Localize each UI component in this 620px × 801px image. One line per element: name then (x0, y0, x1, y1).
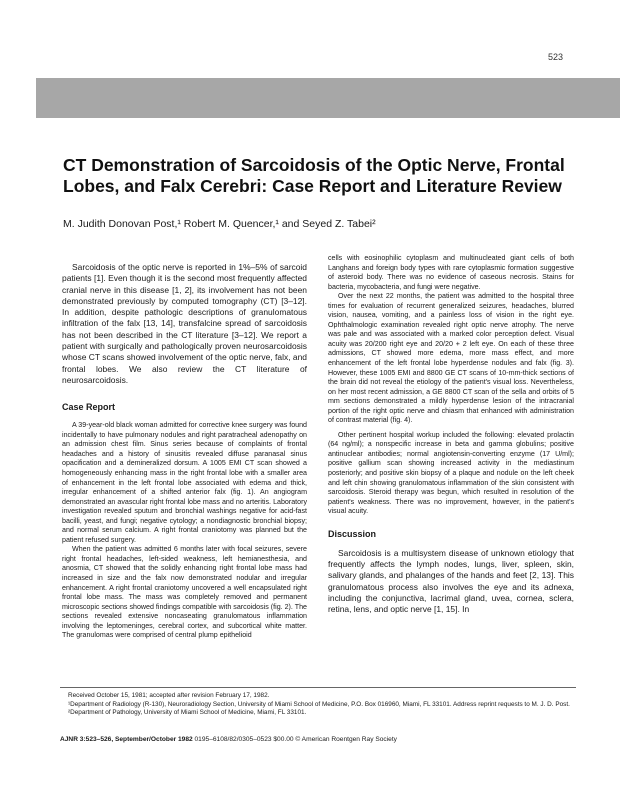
case-report-paragraph: A 39-year-old black woman admitted for corrective knee surgery was found incidentally to have pulmonary nodules and right paratracheal adenopathy on an admission chest film. Sinus series because of complaints of frontal headaches and a history of sinusitis revealed diffuse paranasal sinus opacification and a demineralized dorsum. A 1005 EMI CT scan showed a homogeneously enhancing mass in the right frontal lobe with a smaller area of enhancement in the left frontal lobe associated with edema and thick, irregular enhancement of a shifted anterior falx (fig. 1). An angiogram demonstrated an avascular right frontal lobe mass and no arteritis. Laboratory investigation revealed sputum and bronchial washings negative for acid-fast bacilli, yeast, and fungi; negative cytology; a nondiagnostic bronchial biopsy; and normal serum calcium. A right frontal craniotomy was planned but the patient refused surgery. (62, 421, 307, 544)
received-note: Received October 15, 1981; accepted after revision February 17, 1982. (68, 692, 270, 699)
left-column (62, 262, 307, 641)
case-report-heading: Case Report (62, 402, 116, 413)
footnote-2: ²Department of Pathology, University of Miami School of Medicine, Miami, FL 33101. (68, 709, 307, 717)
journal-citation-bold: AJNR 3:523–526, September/October 1982 (60, 736, 193, 743)
journal-citation (60, 736, 580, 743)
discussion-paragraph: Sarcoidosis is a multisystem disease of unknown etiology that frequently affects the lymph nodes, lungs, liver, spleen, skin, salivary glands, and phalanges of the hands and feet [2, 13]. This granulomatous process also involves the eye and its adnexa, including the conjunctiva, lacrimal gland, uvea, cornea, sclera, retina, lens, and optic nerve [1, 15]. In (328, 547, 574, 615)
header-band (36, 78, 620, 118)
right-column (328, 254, 574, 616)
footnote-1: ¹Department of Radiology (R-130), Neuroradiology Section, University of Miami School of Medicine, P.O. Box 016960, Miami, FL 33101. Address reprint requests to M. J. D. Post. (68, 700, 570, 708)
footnote-divider (60, 687, 576, 688)
journal-citation-rest: 0195–6108/82/0305–0523 $00.00 © American Roentgen Ray Society (192, 736, 397, 743)
case-report-paragraph: cells with eosinophilic cytoplasm and multinucleated giant cells of both Langhans and foreign body types with rare cytoplasmic formation suggestive of asteroid body. There was no evidence of caseous necrosis. Stains for bacteria, mycobacteria, and fungi were negative. (328, 254, 574, 291)
page-number: 523 (548, 52, 564, 62)
case-report-paragraph: When the patient was admitted 6 months later with focal seizures, severe right frontal headaches, left-sided weakness, left hemianesthesia, and anosmia, CT showed that the solidly enhancing right frontal lobe mass had increased in size and the falx now demonstrated nodular and irregular enhancement. A right frontal craniotomy uncovered a well encapsulated right frontal lobe mass. The mass was completely removed and permanent microscopic sections showed findings compatible with sarcoidosis (fig. 2). The sections revealed extensive noncaseating granulomatous inflammation involving the leptomeninges, cerebral cortex, and subcortical white matter. The granulomas were comprised of central plump epithelioid (62, 545, 307, 640)
author-list: M. Judith Donovan Post,¹ Robert M. Quencer,¹ and Seyed Z. Tabei² (63, 218, 376, 230)
case-report-paragraph: Other pertinent hospital workup included the following: elevated prolactin (64 ng/ml); a nonspecific increase in beta and gamma globulins; positive antinuclear antibodies; normal angiotensin-converting enzyme (17 U/ml); positive gallium scan showing increased activity in the mediastinum posteriorly; and positive skin biopsy of a plaque and nodule on the left cheek and left chin showing granulomatous inflammation of the skin consistent with sarcoidosis. Steroid therapy was begun, which resulted in resolution of the patient's weakness. There was no improvement, however, in the patient's visual acuity. (328, 430, 574, 516)
case-report-paragraph: Over the next 22 months, the patient was admitted to the hospital three times for evaluation of recurrent generalized seizures, headaches, blurred vision, nausea, vomiting, and a painless loss of vision in the right eye. Ophthalmologic examination revealed right optic nerve atrophy. The nerve was pale and was associated with a marked color perception defect. Visual acuity was 20/200 right eye and 20/20 + 2 left eye. On each of these three admissions, CT showed more edema, more mass effect, and more enhancement of the left frontal lobe hyperdense nodules and falx (fig. 3). However, these 1005 EMI and 8800 GE CT scans of 10-mm-thick sections of the brain did not reveal the etiology of the patient's visual loss. Nevertheless, on her most recent admission, a GE 8800 CT scan of the sella and orbits of 5 mm sections demonstrated a mildly hyperdense lesion of the intracranial portion of the right optic nerve and chiasm that enhanced with administration of contrast material (fig. 4). (328, 292, 574, 425)
article-title: CT Demonstration of Sarcoidosis of the Optic Nerve, Frontal Lobes, and Falx Cerebri: Case Report and Literature Review (63, 155, 565, 196)
footnotes (60, 692, 580, 718)
abstract: Sarcoidosis of the optic nerve is reported in 1%–5% of sarcoid patients [1]. Even though it is the second most frequently affected cranial nerve in this disease [1, 2], its involvement has not been demonstrated previously by computed tomography (CT) [3–12]. In addition, despite pathologic descriptions of granulomatous infiltration of the falx [13, 14], transfalcine spread of sarcoidosis has not been described in the CT literature [3–12]. We report a patient with surgically and pathologically proven neurosarcoidosis whose CT scans showed involvement of the optic nerve, falx, and frontal lobes. We also review the CT literature of neurosarcoidosis. (62, 262, 307, 385)
discussion-heading: Discussion (328, 528, 377, 539)
